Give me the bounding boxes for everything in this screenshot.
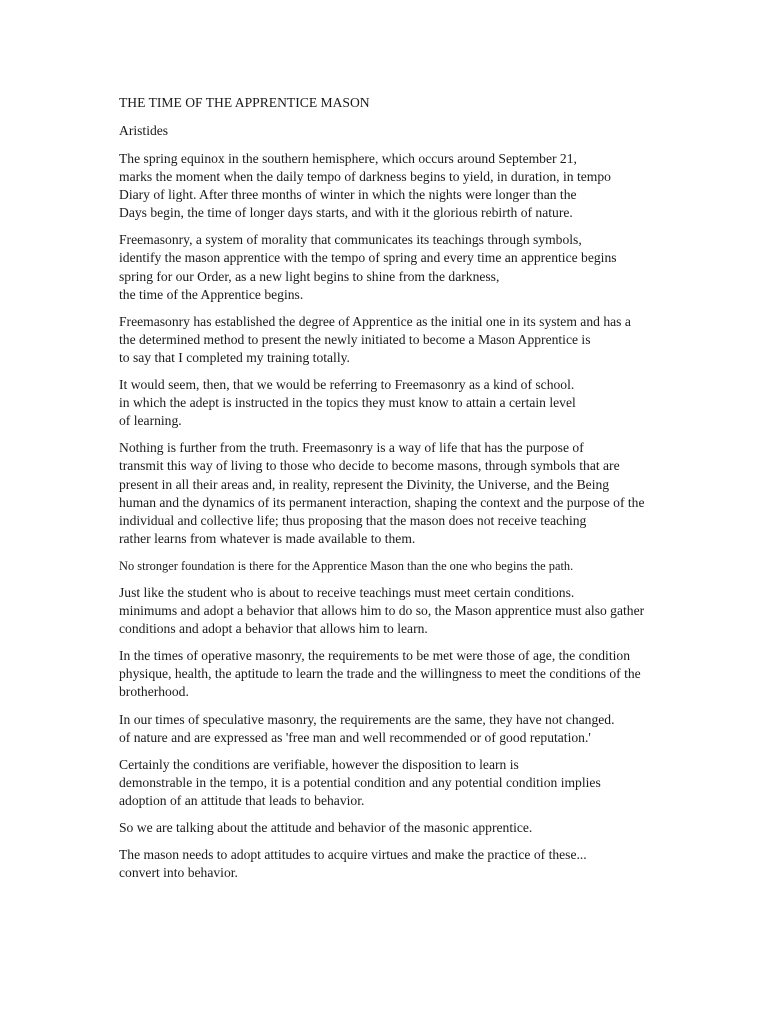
paragraph-line: In our times of speculative masonry, the requirements are the same, they have not changed. xyxy=(119,711,615,727)
document-body xyxy=(119,150,679,882)
paragraph-line: identify the mason apprentice with the tempo of spring and every time an apprentice begins xyxy=(119,250,617,266)
paragraph-line: of nature and are expressed as 'free man and well recommended or of good reputation.' xyxy=(119,729,591,745)
document-title: THE TIME OF THE APPRENTICE MASON xyxy=(119,95,370,110)
paragraph xyxy=(119,557,679,575)
paragraph xyxy=(119,150,679,222)
paragraph-line: So we are talking about the attitude and behavior of the masonic apprentice. xyxy=(119,820,533,835)
paragraph-line: No stronger foundation is there for the Apprentice Mason than the one who begins the path. xyxy=(119,558,574,573)
paragraph xyxy=(119,376,679,430)
paragraph-line: demonstrable in the tempo, it is a potential condition and any potential condition implies xyxy=(119,774,601,790)
document-author: Aristides xyxy=(119,123,169,138)
paragraph-line: Freemasonry has established the degree of Apprentice as the initial one in its system and has a xyxy=(119,313,631,329)
paragraph-line: marks the moment when the daily tempo of darkness begins to yield, in duration, in tempo xyxy=(119,169,611,185)
paragraph-line: physique, health, the aptitude to learn the trade and the willingness to meet the conditions of the xyxy=(119,666,641,682)
paragraph xyxy=(119,313,679,367)
paragraph-line: Diary of light. After three months of winter in which the nights were longer than the xyxy=(119,187,577,203)
paragraph xyxy=(119,846,679,882)
paragraph-line: Days begin, the time of longer days starts, and with it the glorious rebirth of nature. xyxy=(119,205,573,221)
paragraph-line: The mason needs to adopt attitudes to acquire virtues and make the practice of these... xyxy=(119,847,587,863)
paragraph-line: It would seem, then, that we would be referring to Freemasonry as a kind of school. xyxy=(119,377,575,393)
paragraph-line: human and the dynamics of its permanent interaction, shaping the context and the purpose of the xyxy=(119,494,645,510)
paragraph-line: In the times of operative masonry, the requirements to be met were those of age, the condition xyxy=(119,648,630,664)
paragraph xyxy=(119,584,679,638)
paragraph xyxy=(119,756,679,810)
document-page xyxy=(119,94,679,891)
paragraph-line: brotherhood. xyxy=(119,684,189,700)
paragraph-line: adoption of an attitude that leads to behavior. xyxy=(119,792,365,808)
paragraph-line: in which the adept is instructed in the topics they must know to attain a certain level xyxy=(119,395,576,411)
paragraph-line: Just like the student who is about to receive teachings must meet certain conditions. xyxy=(119,584,575,600)
paragraph-line: rather learns from whatever is made available to them. xyxy=(119,530,416,546)
paragraph-line: conditions and adopt a behavior that allows him to learn. xyxy=(119,621,428,637)
paragraph xyxy=(119,711,679,747)
paragraph xyxy=(119,647,679,701)
paragraph-line: of learning. xyxy=(119,413,182,429)
paragraph xyxy=(119,231,679,303)
paragraph-line: convert into behavior. xyxy=(119,865,238,881)
paragraph xyxy=(119,819,679,837)
paragraph-line: the determined method to present the newly initiated to become a Mason Apprentice is xyxy=(119,331,591,347)
paragraph-line: The spring equinox in the southern hemisphere, which occurs around September 21, xyxy=(119,151,577,166)
paragraph-line: minimums and adopt a behavior that allows him to do so, the Mason apprentice must also gather xyxy=(119,603,645,619)
paragraph-line: Freemasonry, a system of morality that communicates its teachings through symbols, xyxy=(119,232,582,248)
paragraph xyxy=(119,439,679,548)
paragraph-line: Certainly the conditions are verifiable, however the disposition to learn is xyxy=(119,756,519,772)
paragraph-line: spring for our Order, as a new light begins to shine from the darkness, xyxy=(119,268,500,284)
paragraph-line: the time of the Apprentice begins. xyxy=(119,286,304,302)
paragraph-line: individual and collective life; thus proposing that the mason does not receive teaching xyxy=(119,512,587,528)
paragraph-line: present in all their areas and, in reality, represent the Divinity, the Universe, and the Being xyxy=(119,476,610,492)
paragraph-line: to say that I completed my training totally. xyxy=(119,349,350,365)
paragraph-line: transmit this way of living to those who decide to become masons, through symbols that are xyxy=(119,458,620,474)
paragraph-line: Nothing is further from the truth. Freemasonry is a way of life that has the purpose of xyxy=(119,440,584,456)
